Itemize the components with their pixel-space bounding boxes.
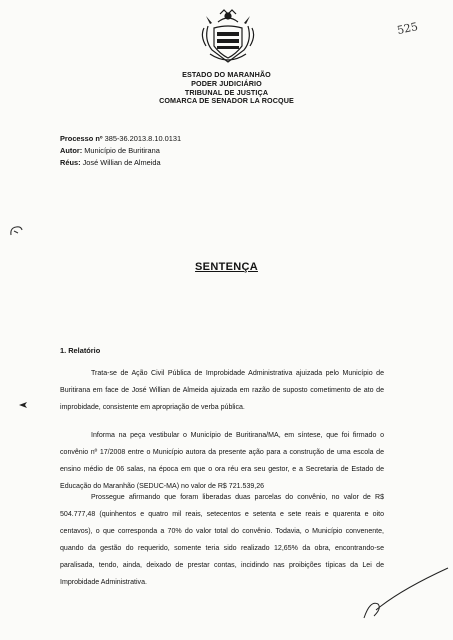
plaintiff-label: Autor: xyxy=(60,146,83,155)
coat-of-arms-icon xyxy=(196,6,260,68)
plaintiff-value: Município de Buritirana xyxy=(84,146,160,155)
paragraph-2: Informa na peça vestibular o Município de Buritirana/MA, em síntese, que foi firmado o convênio nº 17/2008 entre o Município autora da presente ação para a construção de uma escola de ensino médio de 06 salas, na época em que o ora réu era seu gestor, e a Secretaria de Estado de Educação do Maranhão (SEDUC-MA) no valor de R$ 721.539,26 xyxy=(60,432,384,490)
case-defendant xyxy=(60,158,161,167)
section-heading: 1. Relatório xyxy=(60,346,101,355)
case-number xyxy=(60,134,181,143)
case-number-label: Processo nº xyxy=(60,134,103,143)
header-district: COMARCA DE SENADOR LA ROCQUE xyxy=(159,96,294,105)
defendant-value: José Willian de Almeida xyxy=(82,158,161,167)
page-number: 525 xyxy=(395,19,420,38)
paragraph-1: Trata-se de Ação Civil Pública de Improbidade Administrativa ajuizada pelo Município de Buritirana em face de José Willian de Almeida ajuizada em razão de suposto cometimento de ato de improbidade, consistente em apropriação de verba pública. xyxy=(60,370,384,411)
paragraph-3: Prossegue afirmando que foram liberadas duas parcelas do convênio, no valor de R$ 504.777,48 (quinhentos e quatro mil reais, setecentos e setenta e sete reais e quarenta e oito centavos), o que corresponda a 70% do valor total do convênio. Todavia, o Município convenente, quando da gestão do requerido, somente teria sido realizado 12,65% da obra, encontrando-se paralisada, tendo, ainda, deixado de prestar contas, incidindo nas proibições típicas da Lei de Improbidade Administrativa. xyxy=(60,494,384,586)
page-title: SENTENÇA xyxy=(195,261,258,273)
case-plaintiff xyxy=(60,146,160,155)
signature-icon xyxy=(360,560,450,622)
header-state: ESTADO DO MARANHÃO xyxy=(182,70,271,79)
case-number-value: 385-36.2013.8.10.0131 xyxy=(104,134,182,143)
margin-scribble-mark xyxy=(8,224,26,238)
defendant-label: Réus: xyxy=(60,158,81,167)
margin-arrow-mark xyxy=(17,400,29,410)
header-power: PODER JUDICIÁRIO xyxy=(191,79,262,88)
header-court: TRIBUNAL DE JUSTIÇA xyxy=(184,88,269,97)
